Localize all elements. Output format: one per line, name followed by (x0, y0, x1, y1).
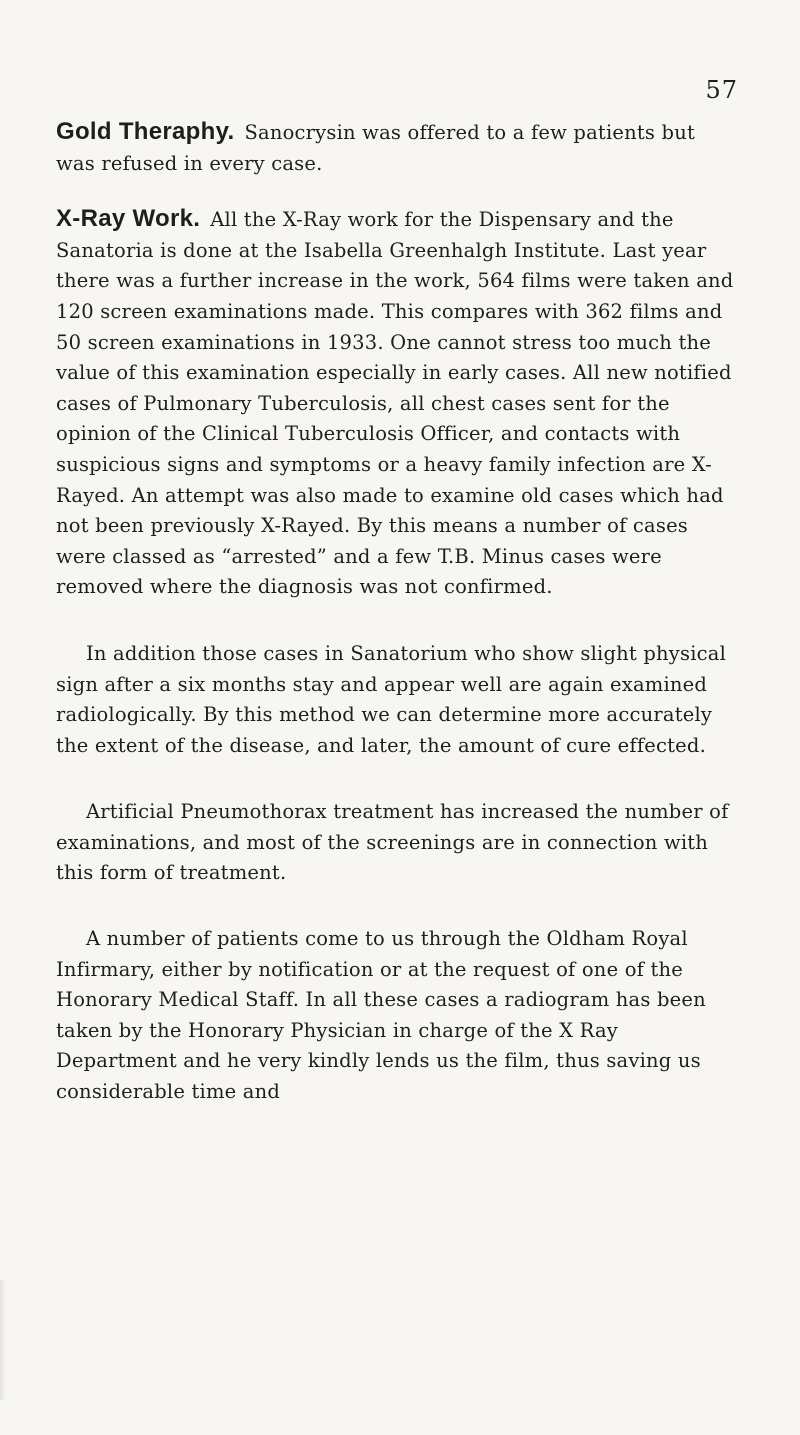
xray-work-heading: X-Ray Work. (56, 205, 201, 233)
paragraph-gap (56, 603, 740, 639)
paragraph-gap (56, 179, 740, 204)
xray-work-paragraph (56, 204, 740, 603)
page-edge-shadow (0, 1280, 6, 1400)
paragraph-gap (56, 889, 740, 924)
addition-paragraph: In addition those cases in Sanatorium who show slight physical sign after a six months stay and appear well are again examined radiologically. By this method we can determine more accurately the extent of the disease, and later, the amount of cure effected. (56, 641, 727, 757)
document-body (56, 117, 740, 1108)
gold-therapy-heading: Gold Theraphy. (56, 118, 235, 145)
pneumothorax-paragraph: Artificial Pneumothorax treatment has increased the number of examinations, and most of the screenings are in connection with this form of treatment. (56, 800, 729, 885)
xray-work-text: All the X-Ray work for the Dispensary and the Sanatoria is done at the Isabella Greenhalgh Institute. Last year there was a further increase in the work, 564 films were taken and 120 screen examinations made. This compares with 362 films and 50 screen examinations in 1933. One cannot stress too much the value of this examination especially in early cases. All new notified cases of Pulmonary Tuberculosis, all chest cases sent for the opinion of the Clinical Tuberculosis Officer, and contacts with suspicious signs and symptoms or a heavy family infection are X-Rayed. An attempt was also made to examine old cases which had not been previously X-Rayed. By this means a number of cases were classed as “arrested” and a few T.B. Minus cases were removed where the diagnosis was not confirmed. (56, 208, 734, 599)
gold-therapy-text: Sanocrysin was offered to a few patients but was refused in every case. (56, 121, 696, 175)
infirmary-paragraph: A number of patients come to us through the Oldham Royal Infirmary, either by notification or at the request of one of the Honorary Medical Staff. In all these cases a radiogram has been taken by the Honorary Physician in charge of the X Ray Department and he very kindly lends us the film, thus saving us considerable time and (56, 927, 706, 1104)
page-number: 57 (705, 76, 738, 104)
gold-therapy-paragraph (56, 117, 740, 179)
paragraph-gap (56, 761, 740, 797)
